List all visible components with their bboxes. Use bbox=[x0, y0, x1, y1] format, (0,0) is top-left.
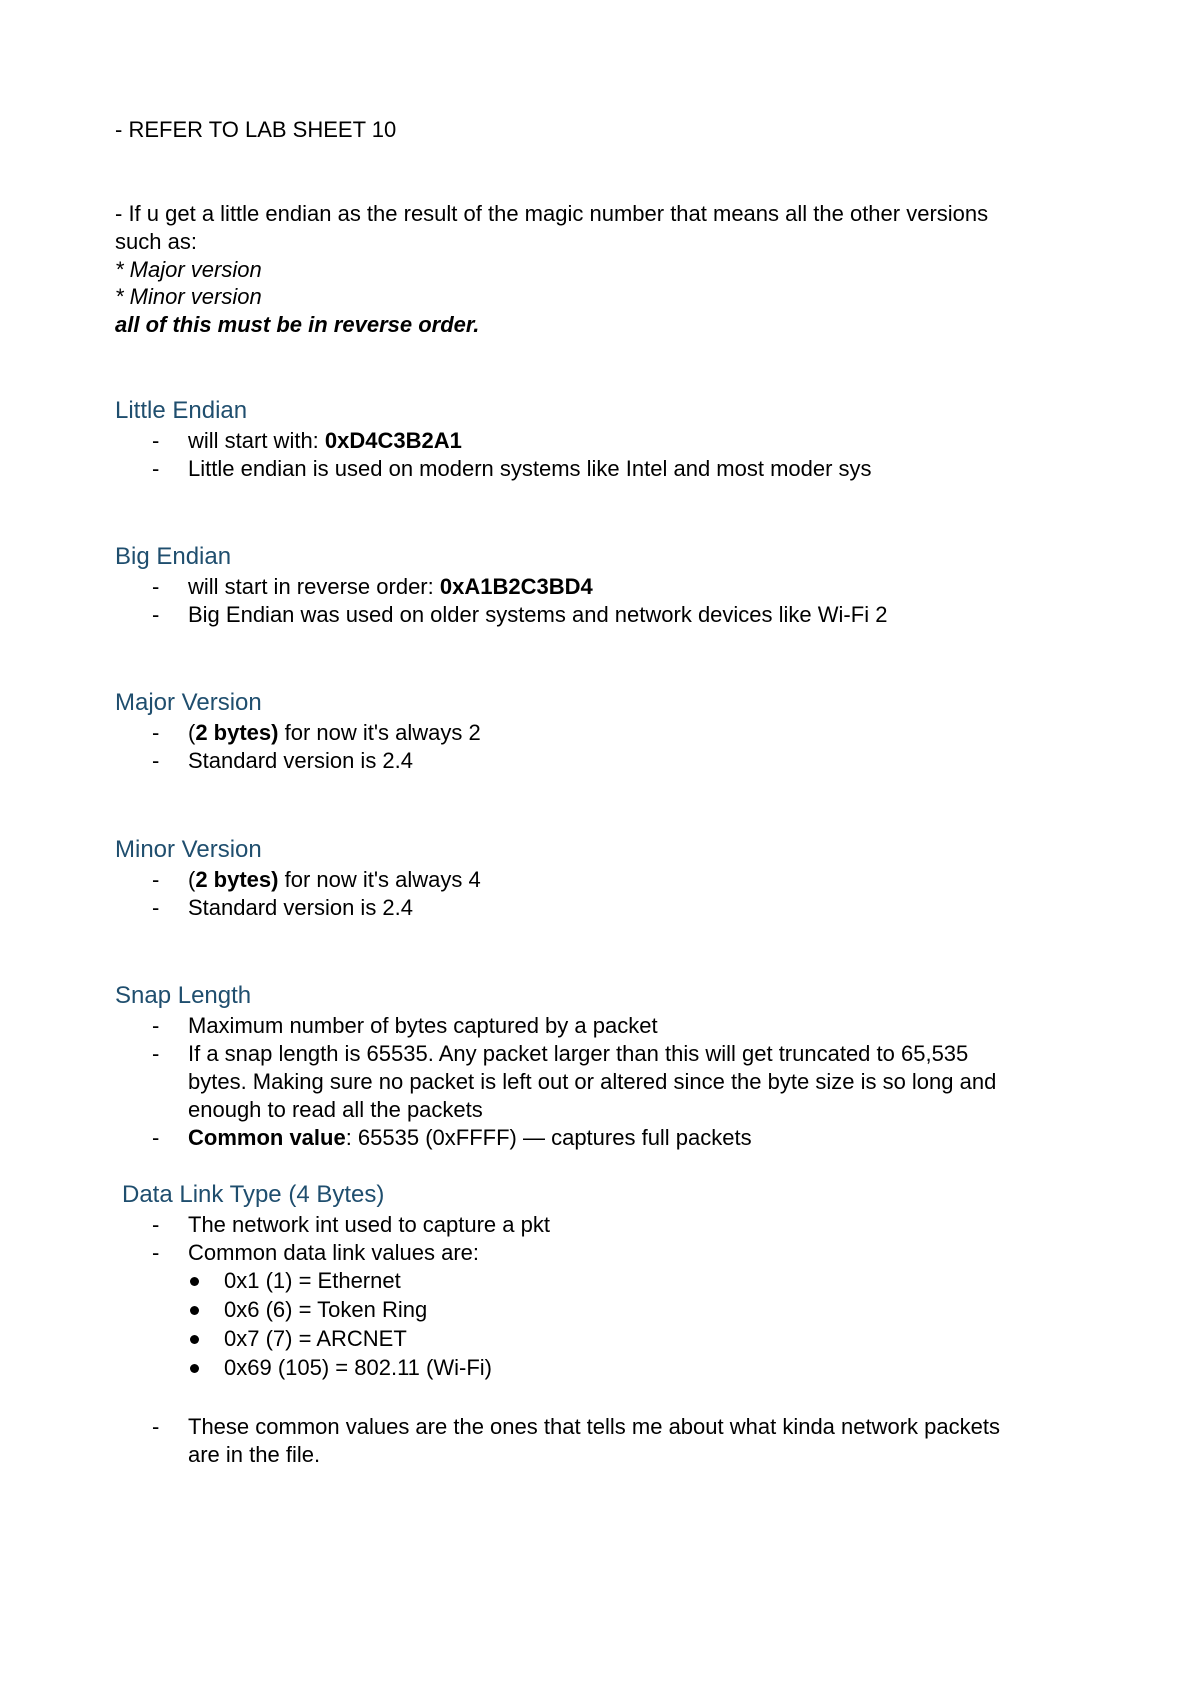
list-dash: - bbox=[152, 1041, 160, 1066]
list-dash: - bbox=[152, 1212, 160, 1237]
major-version-bytes-rest: for now it's always 2 bbox=[278, 720, 481, 745]
snap-length-item-common bbox=[188, 1124, 752, 1152]
list-dash: - bbox=[152, 1125, 160, 1150]
bullet-icon bbox=[190, 1364, 199, 1373]
list-dash: - bbox=[152, 867, 160, 892]
list-dash: - bbox=[152, 602, 160, 627]
minor-version-item-standard: Standard version is 2.4 bbox=[188, 895, 414, 920]
big-endian-start-label: will start in reverse order: bbox=[188, 574, 440, 599]
data-link-item-common: Common data link values are: bbox=[188, 1240, 480, 1265]
list-dash: - bbox=[152, 1414, 160, 1439]
major-version-item-standard: Standard version is 2.4 bbox=[188, 748, 414, 773]
little-endian-start-label: will start with: bbox=[188, 428, 325, 453]
big-endian-item-usage: Big Endian was used on older systems and network devices like Wi-Fi 2 bbox=[188, 602, 888, 627]
snap-length-item-truncate-line3: enough to read all the packets bbox=[188, 1097, 483, 1122]
list-dash: - bbox=[152, 456, 160, 481]
minor-version-heading: Minor Version bbox=[115, 836, 262, 863]
common-value-label: Common value bbox=[188, 1125, 346, 1150]
data-link-item-meaning-line1: These common values are the ones that tells me about what kinda network packets bbox=[188, 1414, 1000, 1439]
major-version-note: * Major version bbox=[115, 257, 262, 282]
snap-length-item-truncate-line1: If a snap length is 65535. Any packet larger than this will get truncated to 65,535 bbox=[188, 1041, 969, 1066]
data-link-item-network: The network int used to capture a pkt bbox=[188, 1212, 550, 1237]
little-endian-heading: Little Endian bbox=[115, 397, 248, 424]
minor-version-bytes-rest: for now it's always 4 bbox=[278, 867, 481, 892]
endian-note-line2: such as: bbox=[115, 229, 197, 254]
common-value-text: : 65535 (0xFFFF) — captures full packets bbox=[345, 1125, 752, 1150]
big-endian-item-start bbox=[188, 573, 593, 601]
refer-lab-sheet-text: - REFER TO LAB SHEET 10 bbox=[115, 117, 397, 142]
snap-length-heading: Snap Length bbox=[115, 982, 252, 1009]
list-dash: - bbox=[152, 748, 160, 773]
list-dash: - bbox=[152, 720, 160, 745]
endian-note-line1: - If u get a little endian as the result of the magic number that means all the other versions bbox=[115, 201, 989, 226]
list-dash: - bbox=[152, 1013, 160, 1038]
minor-version-bytes: 2 bytes) bbox=[195, 867, 279, 892]
list-dash: - bbox=[152, 1240, 160, 1265]
major-version-item-bytes bbox=[188, 719, 481, 747]
major-version-bytes: 2 bytes) bbox=[195, 720, 279, 745]
list-dash: - bbox=[152, 574, 160, 599]
data-link-heading: Data Link Type (4 Bytes) bbox=[122, 1181, 385, 1208]
minor-version-note: * Minor version bbox=[115, 284, 262, 309]
list-dash: - bbox=[152, 428, 160, 453]
snap-length-item-truncate-line2: bytes. Making sure no packet is left out or altered since the byte size is so long and bbox=[188, 1069, 997, 1094]
list-dash: - bbox=[152, 895, 160, 920]
data-link-value-wifi: 0x69 (105) = 802.11 (Wi-Fi) bbox=[224, 1355, 492, 1380]
snap-length-item-max: Maximum number of bytes captured by a packet bbox=[188, 1013, 658, 1038]
reverse-order-note: all of this must be in reverse order. bbox=[115, 312, 480, 337]
big-endian-magic-value: 0xA1B2C3BD4 bbox=[439, 574, 593, 599]
data-link-item-meaning-line2: are in the file. bbox=[188, 1442, 321, 1467]
bullet-icon bbox=[190, 1306, 199, 1315]
bullet-icon bbox=[190, 1335, 199, 1344]
little-endian-item-start bbox=[188, 427, 462, 455]
bullet-icon bbox=[190, 1277, 199, 1286]
data-link-value-ethernet: 0x1 (1) = Ethernet bbox=[224, 1268, 401, 1293]
paren: ( bbox=[188, 867, 196, 892]
big-endian-heading: Big Endian bbox=[115, 543, 232, 570]
data-link-value-token-ring: 0x6 (6) = Token Ring bbox=[224, 1297, 428, 1322]
little-endian-magic-value: 0xD4C3B2A1 bbox=[324, 428, 462, 453]
paren: ( bbox=[188, 720, 196, 745]
little-endian-item-usage: Little endian is used on modern systems like Intel and most moder sys bbox=[188, 456, 872, 481]
data-link-value-arcnet: 0x7 (7) = ARCNET bbox=[224, 1326, 407, 1351]
major-version-heading: Major Version bbox=[115, 689, 262, 716]
minor-version-item-bytes bbox=[188, 866, 481, 894]
